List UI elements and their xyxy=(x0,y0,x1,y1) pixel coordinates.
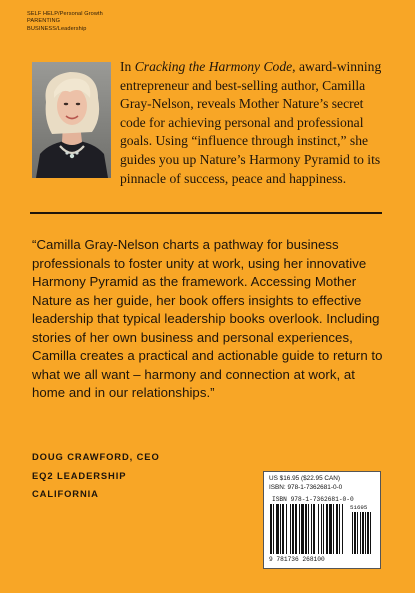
price-label: US $16.95 ($22.95 CAN) xyxy=(269,475,341,482)
endorsement-quote: “Camilla Gray-Nelson charts a pathway for business professionals to foster unity at work, using her innovative Harmony Pyramid as the framework. Accessing Mother Nature as her guide, her book offers insights to effective leadership that typical leadership books overlook. Including stories of her own business and personal experiences, Camilla creates a practical and actionable guide to return to what we all want – harmony and connection at work, at home and in our relationships.” xyxy=(32,237,383,400)
category-item: BUSINESS/Leadership xyxy=(27,25,87,32)
add-on-code: 51695 xyxy=(350,504,368,511)
barcode-digits: 9 781736 268100 xyxy=(269,556,325,563)
section-divider xyxy=(30,212,382,214)
attribution-company: EQ2 LEADERSHIP xyxy=(32,469,127,481)
bio-prefix: In xyxy=(120,59,135,74)
category-item: SELF HELP/Personal Growth xyxy=(27,11,103,17)
author-photo xyxy=(32,62,111,178)
isbn-label: ISBN: 978-1-7362681-0-0 xyxy=(269,484,343,491)
barcode-icon xyxy=(270,504,374,556)
endorsement-attribution xyxy=(32,448,160,504)
attribution-location: CALIFORNIA xyxy=(32,488,99,499)
bio-text: , award-winning entrepreneur and best-selling author, Camilla Gray-Nelson, reveals Mother Nature’s secret code for achieving personal and professional goals. Using “influence through instinct,” she guides you up Nature’s Harmony Pyramid to its pinnacle of success, peace and happiness. xyxy=(120,59,382,186)
book-title: Cracking the Harmony Code xyxy=(134,59,293,74)
category-item: PARENTING xyxy=(27,18,61,25)
category-list xyxy=(27,11,103,33)
barcode-block xyxy=(263,471,381,569)
author-portrait-image xyxy=(32,62,111,178)
author-bio xyxy=(120,58,390,188)
attribution-name: DOUG CRAWFORD, CEO xyxy=(32,451,160,462)
isbn-printed: ISBN 978-1-7362681-0-0 xyxy=(272,496,354,503)
